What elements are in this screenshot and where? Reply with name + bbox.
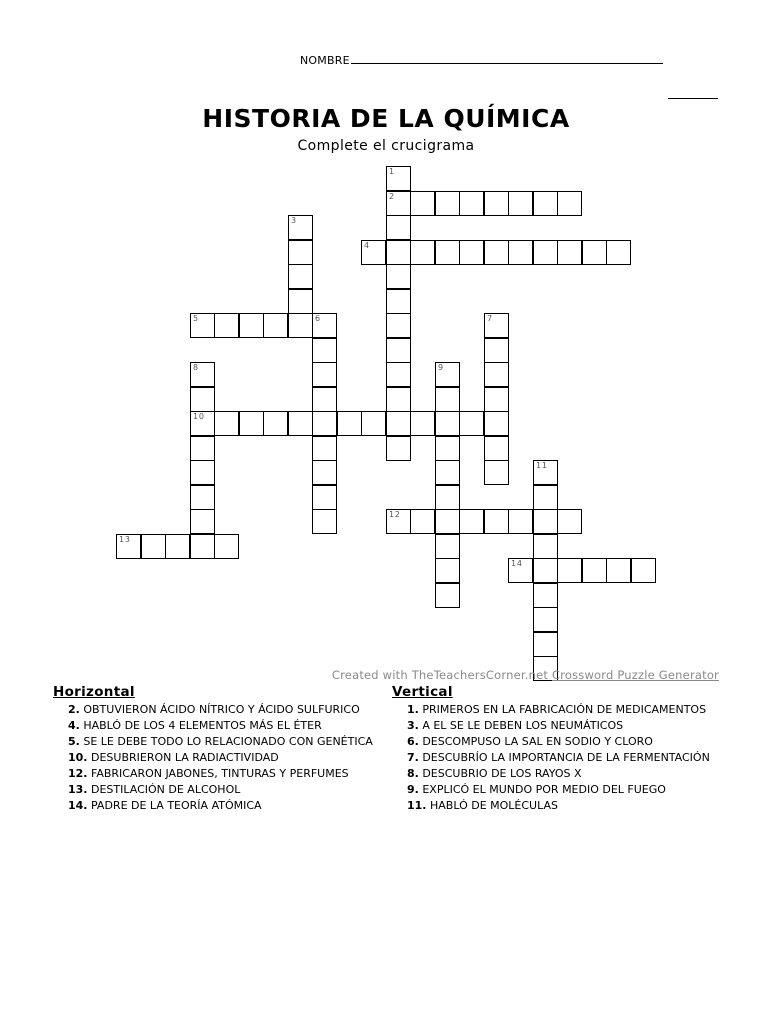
clue-num: 1. — [407, 703, 419, 716]
clue-num: 12. — [68, 767, 88, 780]
crossword-cell[interactable] — [288, 264, 313, 289]
crossword-cell[interactable] — [312, 338, 337, 363]
clue-text: PADRE DE LA TEORÍA ATÓMICA — [87, 799, 262, 812]
crossword-cell[interactable] — [361, 240, 386, 265]
clue-text: EXPLICÓ EL MUNDO POR MEDIO DEL FUEGO — [418, 783, 666, 796]
crossword-cell[interactable] — [533, 240, 558, 265]
crossword-cell[interactable] — [533, 607, 558, 632]
clue-num: 13. — [68, 783, 88, 796]
crossword-cell[interactable] — [459, 240, 484, 265]
clue-item — [68, 718, 383, 734]
crossword-cell[interactable] — [410, 191, 435, 216]
crossword-cell[interactable] — [484, 338, 509, 363]
crossword-cell[interactable] — [435, 240, 460, 265]
crossword-cell[interactable] — [239, 313, 264, 338]
crossword-cell[interactable] — [435, 534, 460, 559]
crossword-cell[interactable] — [190, 485, 215, 510]
crossword-cell[interactable] — [582, 558, 607, 583]
credit-line — [332, 668, 719, 682]
crossword-cell[interactable] — [435, 436, 460, 461]
crossword-cell[interactable] — [435, 362, 460, 387]
crossword-cell[interactable] — [386, 240, 411, 265]
clue-num: 11. — [407, 799, 427, 812]
crossword-cell[interactable] — [484, 191, 509, 216]
clue-text: HABLÓ DE MOLÉCULAS — [426, 799, 558, 812]
crossword-cell[interactable] — [263, 313, 288, 338]
crossword-cell[interactable] — [533, 460, 558, 485]
clue-item — [68, 750, 383, 766]
crossword-cell[interactable] — [386, 509, 411, 534]
crossword-cell[interactable] — [631, 558, 656, 583]
crossword-cell[interactable] — [312, 460, 337, 485]
crossword-cell[interactable] — [508, 558, 533, 583]
clue-text: PRIMEROS EN LA FABRICACIÓN DE MEDICAMENTOS — [418, 703, 707, 716]
clue-text: OBTUVIERON ÁCIDO NÍTRICO Y ÁCIDO SULFURICO — [79, 703, 360, 716]
clue-number: 10 — [193, 412, 205, 421]
crossword-cell[interactable] — [484, 313, 509, 338]
crossword-cell[interactable] — [312, 411, 337, 436]
clue-number: 14 — [511, 559, 523, 568]
crossword-generator-link[interactable]: Crossword Puzzle Generator — [551, 668, 719, 682]
clue-item — [407, 718, 722, 734]
clue-num: 9. — [407, 783, 419, 796]
crossword-cell[interactable] — [459, 509, 484, 534]
clue-item — [68, 766, 383, 782]
crossword-cell[interactable] — [484, 387, 509, 412]
crossword-cell[interactable] — [386, 191, 411, 216]
horizontal-clues — [53, 684, 383, 814]
clue-text: DESCOMPUSO LA SAL EN SODIO Y CLORO — [418, 735, 653, 748]
crossword-cell[interactable] — [386, 264, 411, 289]
clue-item — [407, 734, 722, 750]
horizontal-clue-list — [53, 702, 383, 814]
crossword-cell[interactable] — [582, 240, 607, 265]
clue-num: 5. — [68, 735, 80, 748]
clue-number: 11 — [536, 461, 548, 470]
crossword-cell[interactable] — [386, 411, 411, 436]
clue-text: DESCUBRÍO LA IMPORTANCIA DE LA FERMENTACIÓN — [418, 751, 710, 764]
crossword-cell[interactable] — [288, 313, 313, 338]
crossword-cell[interactable] — [533, 534, 558, 559]
crossword-cell[interactable] — [533, 191, 558, 216]
name-label: NOMBRE — [300, 54, 350, 67]
crossword-cell[interactable] — [386, 362, 411, 387]
crossword-cell[interactable] — [435, 387, 460, 412]
clue-number: 3 — [291, 216, 297, 225]
credit-prefix: Created with TheTeachersCorner.net — [331, 668, 552, 682]
page-subtitle: Complete el crucigrama — [297, 138, 475, 154]
vertical-heading: Vertical — [392, 684, 453, 700]
clue-num: 6. — [407, 735, 419, 748]
crossword-cell[interactable] — [288, 411, 313, 436]
clue-text: FABRICARON JABONES, TINTURAS Y PERFUMES — [87, 767, 349, 780]
crossword-cell[interactable] — [484, 362, 509, 387]
clue-num: 10. — [68, 751, 88, 764]
clue-item — [68, 734, 383, 750]
crossword-cell[interactable] — [386, 166, 411, 191]
clue-number: 8 — [193, 363, 199, 372]
crossword-cell[interactable] — [508, 240, 533, 265]
crossword-cell[interactable] — [190, 534, 215, 559]
crossword-cell[interactable] — [484, 411, 509, 436]
crossword-cell[interactable] — [435, 558, 460, 583]
crossword-cell[interactable] — [557, 509, 582, 534]
crossword-cell[interactable] — [214, 313, 239, 338]
crossword-cell[interactable] — [190, 460, 215, 485]
crossword-cell[interactable] — [533, 485, 558, 510]
crossword-cell[interactable] — [312, 362, 337, 387]
crossword-cell[interactable] — [484, 509, 509, 534]
crossword-cell[interactable] — [190, 436, 215, 461]
vertical-clue-list — [392, 702, 722, 814]
crossword-cell[interactable] — [386, 215, 411, 240]
crossword-cell[interactable] — [435, 583, 460, 608]
crossword-cell[interactable] — [288, 289, 313, 314]
crossword-cell[interactable] — [239, 411, 264, 436]
clue-num: 3. — [407, 719, 419, 732]
crossword-cell[interactable] — [312, 509, 337, 534]
clue-item — [68, 782, 383, 798]
clue-number: 6 — [315, 314, 321, 323]
crossword-cell[interactable] — [410, 240, 435, 265]
crossword-cell[interactable] — [435, 485, 460, 510]
crossword-cell[interactable] — [190, 313, 215, 338]
crossword-cell[interactable] — [508, 509, 533, 534]
crossword-cell[interactable] — [435, 509, 460, 534]
clue-item — [407, 766, 722, 782]
crossword-cell[interactable] — [435, 460, 460, 485]
crossword-cell[interactable] — [386, 313, 411, 338]
crossword-cell[interactable] — [533, 558, 558, 583]
clue-number: 9 — [438, 363, 444, 372]
clue-text: DESCUBRIO DE LOS RAYOS X — [418, 767, 582, 780]
clue-number: 2 — [389, 192, 395, 201]
crossword-cell[interactable] — [459, 191, 484, 216]
crossword-cell[interactable] — [190, 509, 215, 534]
crossword-cell[interactable] — [312, 313, 337, 338]
clue-number: 13 — [119, 535, 131, 544]
clue-item — [68, 702, 383, 718]
clue-number: 12 — [389, 510, 401, 519]
crossword-cell[interactable] — [557, 191, 582, 216]
crossword-cell[interactable] — [288, 215, 313, 240]
clue-text: DESTILACIÓN DE ALCOHOL — [87, 783, 241, 796]
crossword-cell[interactable] — [165, 534, 190, 559]
crossword-cell[interactable] — [312, 387, 337, 412]
vertical-clues — [392, 684, 722, 814]
clue-num: 8. — [407, 767, 419, 780]
crossword-cell[interactable] — [386, 289, 411, 314]
crossword-cell[interactable] — [410, 509, 435, 534]
crossword-cell[interactable] — [435, 411, 460, 436]
clue-text: DESUBRIERON LA RADIACTIVIDAD — [87, 751, 279, 764]
clue-num: 14. — [68, 799, 88, 812]
crossword-cell[interactable] — [386, 338, 411, 363]
crossword-cell[interactable] — [190, 362, 215, 387]
crossword-cell[interactable] — [386, 387, 411, 412]
crossword-cell[interactable] — [606, 558, 631, 583]
horizontal-heading: Horizontal — [53, 684, 135, 700]
crossword-cell[interactable] — [435, 191, 460, 216]
crossword-cell[interactable] — [190, 387, 215, 412]
crossword-cell[interactable] — [214, 534, 239, 559]
crossword-cell[interactable] — [288, 240, 313, 265]
crossword-cell[interactable] — [557, 240, 582, 265]
clue-number: 4 — [364, 241, 370, 250]
crossword-cell[interactable] — [312, 485, 337, 510]
crossword-cell[interactable] — [508, 191, 533, 216]
clue-num: 4. — [68, 719, 80, 732]
crossword-cell[interactable] — [190, 411, 215, 436]
clue-item — [407, 702, 722, 718]
clue-item — [68, 798, 383, 814]
crossword-cell[interactable] — [386, 436, 411, 461]
crossword-cell[interactable] — [484, 240, 509, 265]
crossword-cell[interactable] — [557, 558, 582, 583]
clue-number: 7 — [487, 314, 493, 323]
crossword-cell[interactable] — [533, 632, 558, 657]
crossword-cell[interactable] — [484, 436, 509, 461]
crossword-cell[interactable] — [410, 411, 435, 436]
clue-text: SE LE DEBE TODO LO RELACIONADO CON GENÉTICA — [79, 735, 373, 748]
clue-text: A EL SE LE DEBEN LOS NEUMÁTICOS — [418, 719, 624, 732]
clue-number: 5 — [193, 314, 199, 323]
crossword-cell[interactable] — [337, 411, 362, 436]
clue-item — [407, 750, 722, 766]
clue-item — [407, 798, 722, 814]
page-title: HISTORIA DE LA QUÍMICA — [202, 104, 570, 133]
crossword-cell[interactable] — [214, 411, 239, 436]
crossword-cell[interactable] — [312, 436, 337, 461]
crossword-cell[interactable] — [116, 534, 141, 559]
crossword-cell[interactable] — [263, 411, 288, 436]
crossword-cell[interactable] — [141, 534, 166, 559]
crossword-cell[interactable] — [606, 240, 631, 265]
clue-num: 7. — [407, 751, 419, 764]
crossword-cell[interactable] — [533, 509, 558, 534]
clue-num: 2. — [68, 703, 80, 716]
clue-number: 1 — [389, 167, 395, 176]
crossword-cell[interactable] — [533, 583, 558, 608]
clue-text: HABLÓ DE LOS 4 ELEMENTOS MÁS EL ÉTER — [79, 719, 322, 732]
crossword-cell[interactable] — [459, 411, 484, 436]
clue-item — [407, 782, 722, 798]
crossword-cell[interactable] — [361, 411, 386, 436]
crossword-cell[interactable] — [484, 460, 509, 485]
